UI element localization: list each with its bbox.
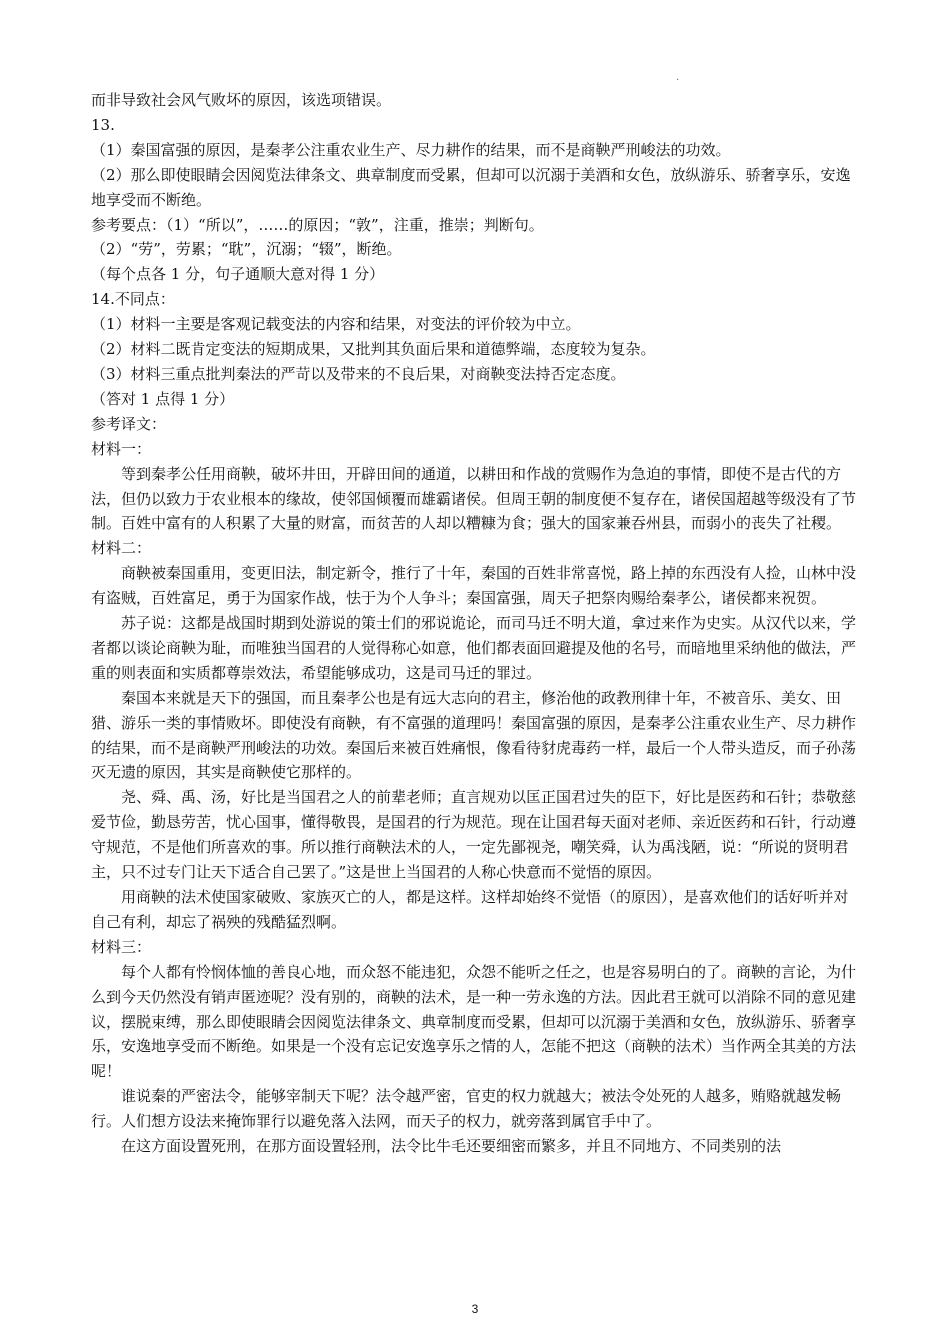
material-heading: 材料一： [91,439,152,458]
key-points: 参考要点：（1）“所以”，……的原因；“敦”，注重，推崇；判断句。 [91,215,544,234]
answer-line: （1）材料一主要是客观记载变法的内容和结果，对变法的评价较为中立。 [91,315,581,334]
answer-line: （2）材料二既肯定变法的短期成果，又批判其负面后果和道德弊端，态度较为复杂。 [91,340,656,359]
paragraph: 等到秦孝公任用商鞅，破坏井田，开辟田间的通道，以耕田和作战的赏赐作为急迫的事情，即使不是古代的方法，但仍以致力于农业根本的缘故，使邻国倾覆而雄霸诸侯。但周王朝的制度便不复存在，诸侯国超越等级没有了节制。百姓中富有的人积累了大量的财富，而贫苦的人却以糟糠为食；强大的国家兼吞州县，而弱小的丧失了社稷。 [91,464,857,533]
question-number: 13. [91,115,115,134]
paragraph: 用商鞅的法术使国家破败、家族灭亡的人，都是这样。这样却始终不觉悟（的原因），是喜欢他们的话好听并对自己有利，却忘了祸殃的残酷猛烈啊。 [91,888,849,931]
paragraph: 秦国本来就是天下的强国，而且秦孝公也是有远大志向的君主，修治他的政教刑律十年，不被音乐、美女、田猎、游乐一类的事情败坏。即使没有商鞅，有不富强的道理吗！秦国富强的原因，是秦孝公注重农业生产、尽力耕作的结果，而不是商鞅严刑峻法的功效。秦国后来被百姓痛恨，像看待豺虎毒药一样，最后一个人带头造反，而子孙荡灭无遗的原因，其实是商鞅使它那样的。 [91,688,857,782]
document-body [91,88,860,1159]
scoring-note: （每个点各 1 分，句子通顺大意对得 1 分） [91,265,385,284]
paragraph: 商鞅被秦国重用，变更旧法，制定新令，推行了十年，秦国的百姓非常喜悦，路上掉的东西没有人捡，山林中没有盗贼，百姓富足，勇于为国家作战，怯于为个人争斗；秦国富强，周天子把祭肉赐给秦孝公，诸侯都来祝贺。 [91,564,857,608]
paragraph: 每个人都有怜悯体恤的善良心地，而众怒不能违犯，众怨不能听之任之，也是容易明白的了。商鞅的言论，为什么到今天仍然没有销声匿迹呢？没有别的，商鞅的法术，是一种一劳永逸的方法。因此君王就可以消除不同的意见建议，摆脱束缚，那么即使眼睛会因阅览法律条文、典章制度而受累，但却可以沉溺于美酒和女色，放纵游乐、骄奢享乐，安逸地享受而不断绝。如果是一个没有忘记安逸享乐之情的人，怎能不把这（商鞅的法术）当作两全其美的方法呢！ [91,962,857,1081]
key-points: （2）“劳”，劳累；“耽”，沉溺；“辍”，断绝。 [91,240,402,259]
paragraph: 谁说秦的严密法令，能够宰制天下呢？法令越严密，官吏的权力就越大；被法令处死的人越多，贿赂就越发畅行。人们想方设法来掩饰罪行以避免落入法网，而天子的权力，就旁落到属官手中了。 [91,1087,842,1131]
question-number: 14.不同点： [91,290,175,309]
scoring-note: （答对 1 点得 1 分） [91,389,235,408]
section-heading: 参考译文： [91,414,167,433]
material-heading: 材料三： [91,937,152,956]
page-number: 3 [471,1302,479,1316]
paragraph: 苏子说：这都是战国时期到处游说的策士们的邪说诡论，而司马迁不明大道，拿过来作为史实。从汉代以来，学者都以谈论商鞅为耻，而唯独当国君的人觉得称心如意，他们都表面回避提及他的名号，而暗地里采纳他的做法，严重的则表面和实质都尊崇效法，希望能够成功，这是司马迁的罪过。 [91,614,857,682]
answer-line: （3）材料三重点批判秦法的严苛以及带来的不良后果，对商鞅变法持否定态度。 [91,364,626,383]
answer-line: （2）那么即使眼睛会因阅览法律条文、典章制度而受累，但却可以沉溺于美酒和女色，放纵游乐、骄奢享乐，安逸地享受而不断绝。 [91,165,851,209]
answer-line: （1）秦国富强的原因，是秦孝公注重农业生产、尽力耕作的结果，而不是商鞅严刑峻法的功效。 [91,140,731,159]
paragraph: 尧、舜、禹、汤，好比是当国君之人的前辈老师；直言规劝以匡正国君过失的臣下，好比是医药和石针；恭敬慈爱节俭，勤恳劳苦，忧心国事，懂得敬畏，是国君的行为规范。现在让国君每天面对老师、亲近医药和石针，行动遵守规范，不是他们所喜欢的事。所以推行商鞅法术的人，一定先鄙视尧，嘲笑舜，认为禹浅陋，说：“所说的贤明君主，只不过专门让天下适合自己罢了。”这是世上当国君的人称心快意而不觉悟的原因。 [91,788,857,882]
paragraph: 在这方面设置死刑，在那方面设置轻刑，法令比牛毛还要细密而繁多，并且不同地方、不同类别的法 [121,1137,782,1156]
text-line: 而非导致社会风气败坏的原因，该选项错误。 [91,91,392,109]
material-heading: 材料二： [91,539,152,558]
header-mark: . [676,72,680,83]
